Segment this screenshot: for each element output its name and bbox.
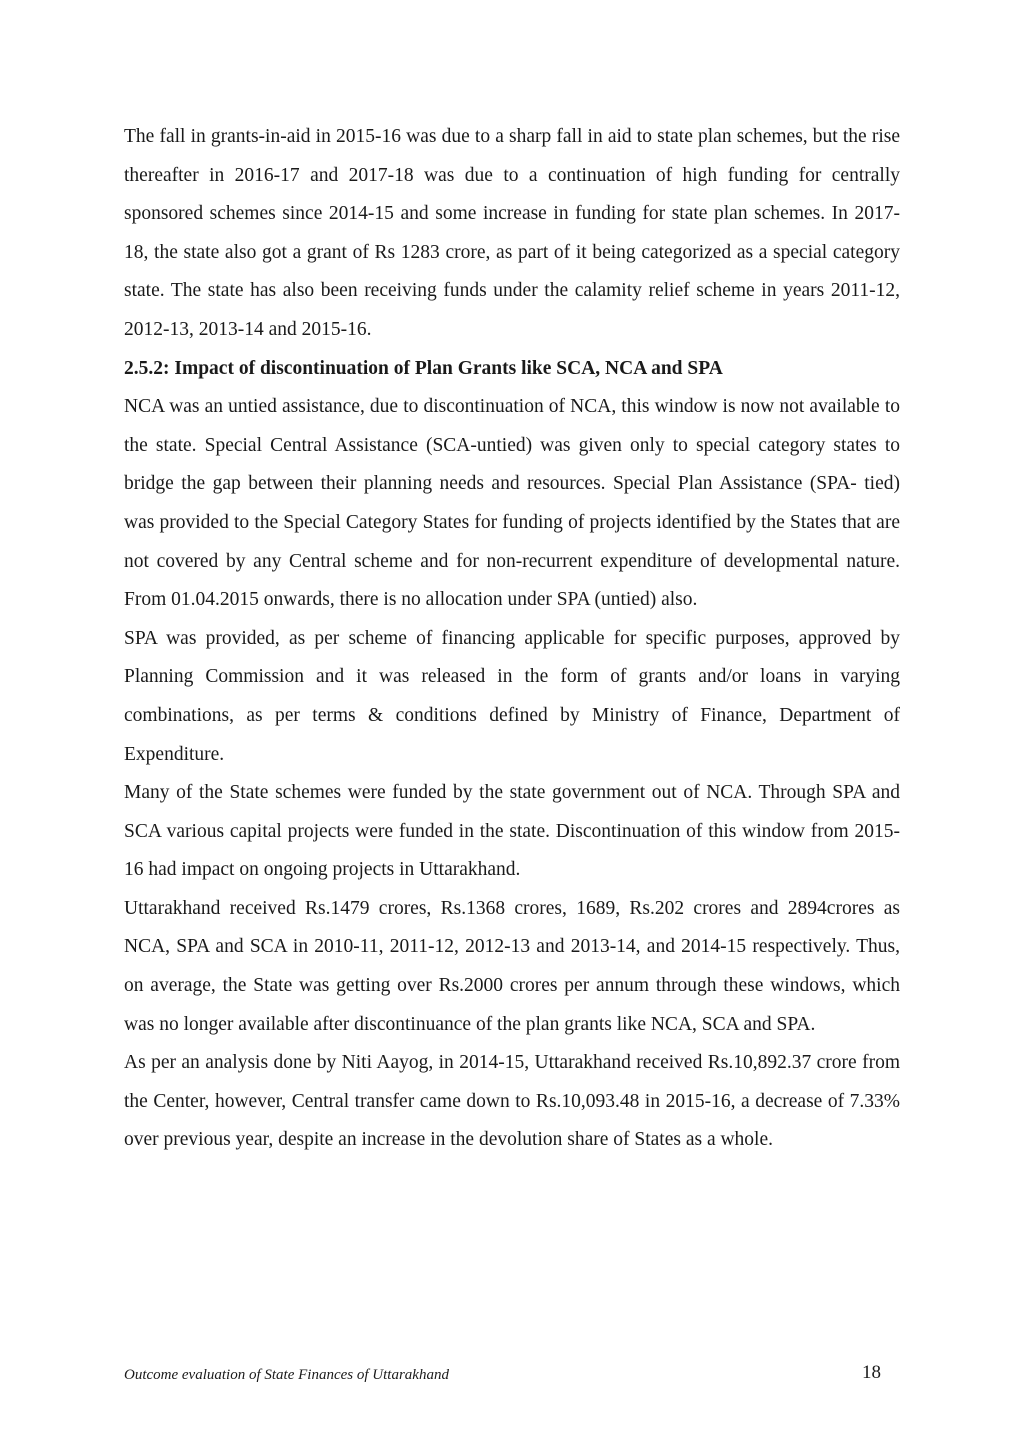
paragraph-spa-financing: SPA was provided, as per scheme of financing applicable for specific purposes, approved by Planning Commission and it was released in the form of grants and/or loans in varying combinations, as per terms & conditions defined by Ministry of Finance, Department of Expenditure. — [124, 627, 900, 765]
paragraph-uttarakhand-receipts: Uttarakhand received Rs.1479 crores, Rs.1368 crores, 1689, Rs.202 crores and 2894crores as NCA, SPA and SCA in 2010-11, 2011-12, 2012-13 and 2013-14, and 2014-15 respectively. Thus, on average, the State was getting over Rs.2000 crores per annum through these windows, which was no longer available after discontinuance of the plan grants like NCA, SCA and SPA. — [124, 897, 900, 1035]
paragraph-nca-discontinuation: NCA was an untied assistance, due to discontinuation of NCA, this window is now not available to the state. Special Central Assistance (SCA-untied) was given only to special category states to bridge the gap between their planning needs and resources. Special Plan Assistance (SPA- tied) was provided to the Special Category States for funding of projects identified by the States that are not covered by any Central scheme and for non-recurrent expenditure of developmental nature. From 01.04.2015 onwards, there is no allocation under SPA (untied) also. — [124, 396, 900, 611]
paragraph-state-schemes: Many of the State schemes were funded by the state government out of NCA. Through SPA and SCA various capital projects were funded in the state. Discontinuation of this window from 2015-16 had impact on ongoing projects in Uttarakhand. — [124, 782, 900, 881]
paragraph-grants-in-aid: The fall in grants-in-aid in 2015-16 was due to a sharp fall in aid to state plan schemes, but the rise thereafter in 2016-17 and 2017-18 was due to a continuation of high funding for centrally sponsored schemes since 2014-15 and some increase in funding for state plan schemes. In 2017-18, the state also got a grant of Rs 1283 crore, as part of it being categorized as a special category state. The state has also been receiving funds under the calamity relief scheme in years 2011-12, 2012-13, 2013-14 and 2015-16. — [124, 126, 900, 340]
page-number: 18 — [862, 1362, 881, 1383]
page-body — [124, 118, 900, 1160]
paragraph-niti-aayog-analysis: As per an analysis done by Niti Aayog, in 2014-15, Uttarakhand received Rs.10,892.37 crore from the Center, however, Central transfer came down to Rs.10,093.48 in 2015-16, a decrease of 7.33% over previous year, despite an increase in the devolution share of States as a whole. — [124, 1052, 900, 1151]
section-heading: 2.5.2: Impact of discontinuation of Plan Grants like SCA, NCA and SPA — [124, 357, 723, 379]
footer-document-title: Outcome evaluation of State Finances of Uttarakhand — [124, 1367, 449, 1383]
